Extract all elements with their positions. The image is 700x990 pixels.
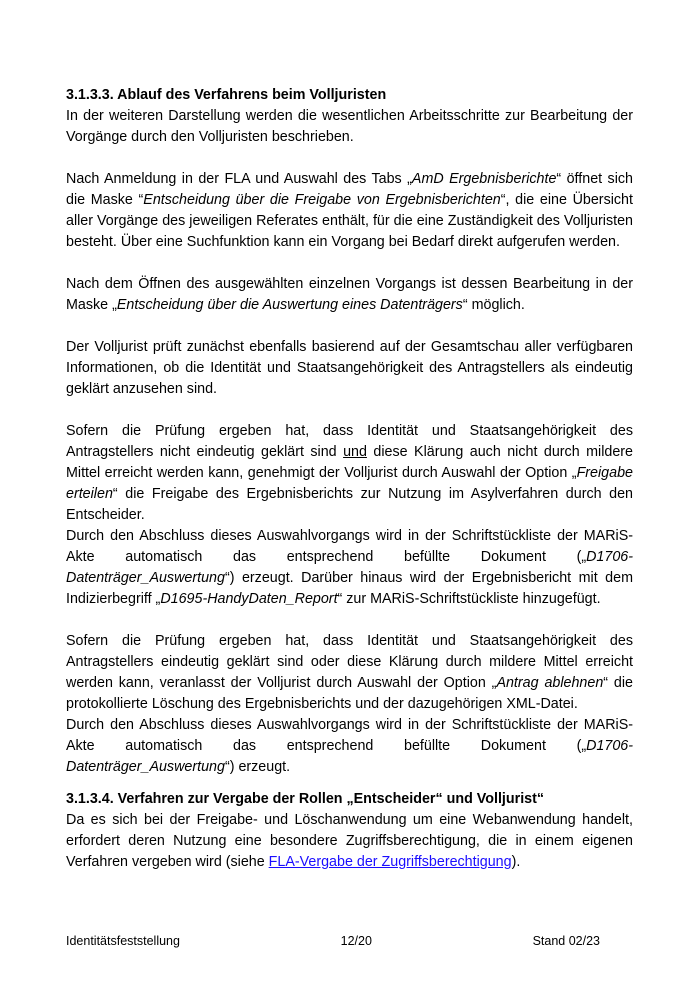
paragraph-reject: Sofern die Prüfung ergeben hat, dass Identität und Staatsangehörigkeit des Antragstellers eindeutig geklärt sind oder diese Klärung durch mildere Mittel erreicht werden kann, veranlasst der Volljurist durch Auswahl der Option „Antrag ablehnen“ die protokollierte Löschung des Ergebnisberichts und der dazugehörigen XML-Datei. (66, 633, 634, 712)
paragraph-intro: In der weiteren Darstellung werden die wesentlichen Arbeitsschritte zur Bearbeitung der Vorgänge durch den Volljuristen beschrieben. (66, 108, 633, 145)
paragraph-approve: Sofern die Prüfung ergeben hat, dass Identität und Staatsangehörigkeit des Antragstellers nicht eindeutig geklärt sind und diese Klärung auch nicht durch mildere Mittel erreicht werden kann, genehmigt der Volljurist durch Auswahl der Option „Freigabe erteilen“ die Freigabe des Ergebnisberichts zur Nutzung im Asylverfahren durch den Entscheider. (66, 423, 633, 523)
paragraph-open-case: Nach dem Öffnen des ausgewählten einzelnen Vorgangs ist dessen Bearbeitung in der Maske „Entscheidung über die Auswertung eines Datenträgers“ möglich. (66, 276, 633, 313)
footer-version-date: Stand 02/23 (532, 934, 600, 948)
footer-document-title: Identitätsfeststellung (66, 934, 180, 948)
paragraph-access-rights: Da es sich bei der Freigabe- und Löschanwendung um eine Webanwendung handelt, erfordert deren Nutzung eine besondere Zugriffsberechtigung, die in einem eigenen Verfahren vergeben wird (siehe FLA-Vergabe der Zugriffsberechtigung). (66, 812, 633, 870)
paragraph-review: Der Volljurist prüft zunächst ebenfalls basierend auf der Gesamtschau aller verfügbaren Informationen, ob die Identität und Staatsangehörigkeit des Antragstellers als eindeutig geklärt anzusehen sind. (66, 339, 633, 397)
section-heading-3-1-3-4: 3.1.3.4. Verfahren zur Vergabe der Rollen „Entscheider“ und Volljurist“ (66, 791, 545, 807)
section-heading-3-1-3-3: 3.1.3.3. Ablauf des Verfahrens beim Volljuristen (66, 87, 387, 103)
paragraph-approve-result: Durch den Abschluss dieses Auswahlvorgangs wird in der Schriftstückliste der MARiS-Akte automatisch das entsprechend befüllte Dokument („D1706-Datenträger_Auswertung“) erzeugt. Darüber hinaus wird der Ergebnisbericht mit dem Indizierbegriff „D1695-HandyDaten_Report“ zur MARiS-Schriftstückliste hinzugefügt. (66, 528, 633, 607)
page-footer (66, 933, 600, 949)
document-body (66, 85, 633, 873)
paragraph-login-mask: Nach Anmeldung in der FLA und Auswahl des Tabs „AmD Ergebnisberichte“ öffnet sich die Maske “Entscheidung über die Freigabe von Ergebnisberichten“, die eine Übersicht aller Vorgänge des jeweiligen Referates enthält, für die eine Zuständigkeit des Volljuristen besteht. Über eine Suchfunktion kann ein Vorgang bei Bedarf direkt aufgerufen werden. (66, 171, 633, 250)
footer-page-number: 12/20 (340, 934, 372, 948)
access-rights-link[interactable]: FLA-Vergabe der Zugriffsberechtigung (268, 854, 512, 870)
paragraph-reject-result: Durch den Abschluss dieses Auswahlvorgangs wird in der Schriftstückliste der MARiS-Akte automatisch das entsprechend befüllte Dokument („D1706-Datenträger_Auswertung“) erzeugt. (66, 717, 633, 775)
